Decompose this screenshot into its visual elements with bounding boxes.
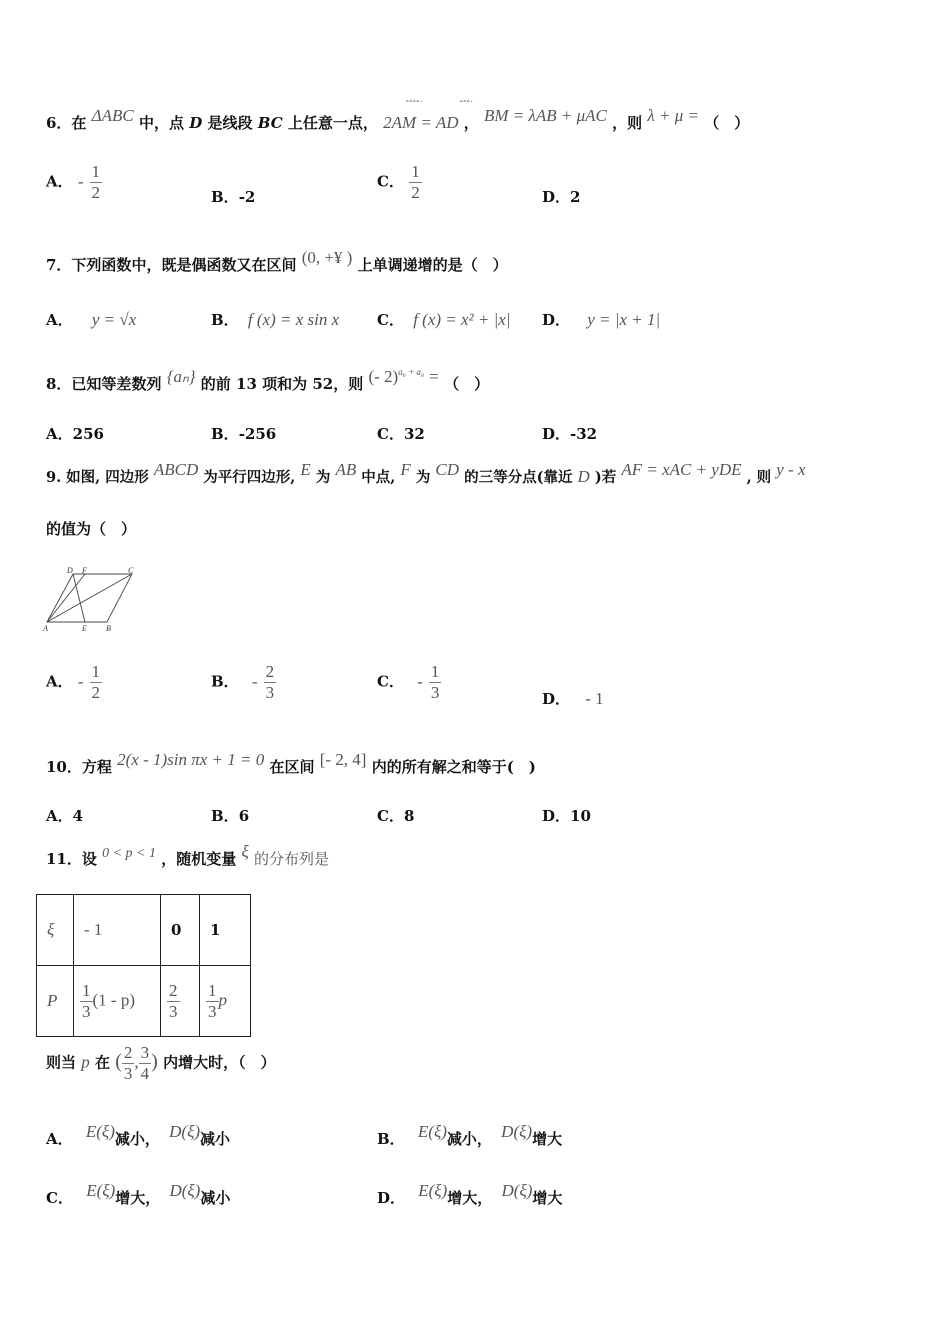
option-value: -2 (238, 188, 256, 206)
q7-number: 7．下列函数中，既是偶函数又在区间 (46, 256, 297, 274)
numerator: 1 (430, 662, 440, 681)
q9-text-5: 的三等分点(靠近 (464, 469, 573, 486)
table-cell (161, 895, 200, 966)
fraction (80, 981, 93, 1022)
q9-y-minus-x: y - x (776, 460, 806, 479)
value-one: 1 (210, 921, 221, 939)
q6-lambda-mu: λ + μ = (647, 106, 699, 125)
q8-base: (- 2) (368, 367, 399, 386)
q9-option-b[interactable] (211, 662, 276, 703)
option-label: A． (46, 425, 73, 443)
numerator: 2 (169, 980, 178, 1000)
q11-p: p (81, 1052, 90, 1072)
denominator: 3 (208, 1001, 217, 1021)
q9-abcd: ABCD (153, 460, 199, 479)
xi-header: ξ (47, 920, 55, 939)
numerator: 1 (91, 162, 101, 181)
q11-number: 11．设 (46, 850, 97, 868)
q9-option-d[interactable] (542, 688, 604, 709)
option-label: B． (211, 311, 239, 329)
q8-number: 8．已知等差数列 (46, 375, 162, 393)
option-value: - 1 (585, 689, 604, 708)
label-b: B (106, 624, 111, 633)
q7-text-1: 上单调递增的是（ ） (357, 256, 508, 274)
option-value: 4 (72, 807, 84, 825)
q6-vector-equation-2: BM = λAB + μAC (484, 106, 607, 125)
q10-number: 10．方程 (46, 758, 112, 776)
expectation: E(ξ) (417, 1122, 447, 1141)
value-minus-one: - 1 (84, 920, 103, 939)
q9-option-a[interactable] (46, 662, 102, 703)
q11-option-d[interactable] (377, 1181, 563, 1208)
option-text: 增大 (532, 1130, 563, 1148)
denominator: 2 (411, 183, 420, 202)
denominator: 3 (430, 683, 440, 702)
fraction (139, 1043, 152, 1084)
q7-option-a[interactable] (46, 309, 136, 330)
option-text: 增大 (532, 1189, 563, 1207)
q11-option-b[interactable] (377, 1122, 563, 1149)
option-label: B． (377, 1130, 405, 1148)
q6-option-c[interactable] (377, 162, 422, 203)
q10-option-b[interactable] (211, 805, 249, 826)
q6-option-b[interactable] (211, 186, 255, 207)
option-label: B． (211, 807, 239, 825)
q6-comma: ， (463, 114, 479, 132)
q6-vector-equation-1: 2AM = AD (383, 113, 459, 132)
table-cell (200, 895, 251, 966)
fraction (429, 662, 442, 703)
table-row (37, 966, 251, 1037)
option-label: D． (542, 425, 571, 443)
q8-text-1: 的前 13 项和为 52，则 (200, 375, 364, 393)
fraction (122, 1043, 135, 1084)
probability-expression: p (218, 990, 227, 1009)
q11-stem-line-2: 则当 p 在 ( $\frac{2}{3}$ , $\frac{3}{4}$ ) 内增大时，（ ） (46, 1043, 276, 1083)
numerator: 1 (208, 980, 217, 1000)
q11-line2-text-b: 在 (94, 1053, 110, 1072)
q9-d: D (577, 467, 590, 486)
option-value: 2 (570, 188, 581, 206)
question-9-stem (46, 460, 806, 487)
numerator: 1 (91, 662, 101, 681)
option-expression: f (x) = x² + |x| (413, 310, 511, 329)
option-label: D． (542, 311, 571, 329)
expectation: E(ξ) (86, 1181, 116, 1200)
q11-line2-text-a: 则当 (46, 1053, 77, 1072)
q9-text-6: )若 (594, 469, 617, 486)
question-7-stem (46, 248, 508, 275)
label-a: A (43, 624, 48, 633)
denominator: 3 (123, 1064, 133, 1083)
q8-option-c[interactable] (377, 423, 425, 444)
q9-e: E (300, 460, 311, 479)
option-value: -256 (238, 425, 277, 443)
variance: D(ξ) (501, 1181, 533, 1200)
option-label: A． (46, 672, 73, 691)
vector-arrow-icon: ˆˆˆ˙ (459, 101, 473, 111)
numerator: 3 (140, 1043, 150, 1062)
q9-text-3: 中点, (361, 469, 396, 486)
q10-equation: 2(x - 1)sin πx + 1 = 0 (117, 750, 265, 769)
q10-text-2: 内的所有解之和等于( ) (371, 758, 536, 776)
q8-option-b[interactable] (211, 423, 276, 444)
fraction (409, 162, 422, 203)
option-label: C． (377, 672, 404, 691)
option-expression: y = |x + 1| (587, 310, 661, 329)
vector-arrow-icon: ˆˆˆˆ˙ (405, 101, 423, 111)
q9-text-1: 为平行四边形, (203, 469, 296, 486)
value-zero: 0 (171, 921, 182, 939)
q8-exponent: a₆ + a₈ (398, 367, 425, 377)
q6-option-d[interactable] (542, 186, 580, 207)
option-label: A． (46, 172, 73, 191)
q7-interval: (0, +¥ ) (301, 248, 353, 267)
q9-text-4: 为 (415, 469, 431, 486)
option-label: C． (377, 172, 404, 191)
q6-text-4: ，则 (612, 114, 643, 132)
minus-sign: - (77, 671, 84, 691)
q10-option-c[interactable] (377, 805, 414, 826)
option-label: C． (377, 807, 404, 825)
probability-expression: (1 - p) (92, 990, 135, 1009)
distribution-table (36, 894, 251, 1037)
q10-option-d[interactable] (542, 805, 591, 826)
fraction (264, 662, 277, 703)
numerator: 2 (265, 662, 275, 681)
table-cell (161, 966, 200, 1037)
q11-xi: ξ (241, 842, 249, 861)
q6-point-d: D (189, 114, 203, 132)
variance: D(ξ) (501, 1122, 533, 1141)
numerator: 2 (123, 1043, 133, 1062)
q9-text-2: 为 (315, 469, 331, 486)
variance: D(ξ) (169, 1181, 201, 1200)
expectation: E(ξ) (85, 1122, 115, 1141)
q8-paren: （ ） (444, 375, 490, 393)
q11-line2-text-c: 内增大时，（ ） (163, 1053, 276, 1072)
denominator: 2 (91, 683, 101, 702)
minus-sign: - (77, 171, 84, 191)
question-10-stem (46, 750, 536, 777)
option-label: A． (46, 1130, 73, 1148)
option-label: B． (211, 188, 239, 206)
minus-sign: - (417, 671, 423, 691)
option-label: C． (377, 311, 404, 329)
q11-text-1: ，随机变量 (161, 850, 237, 868)
option-label: D． (542, 807, 571, 825)
q6-triangle: ΔABC (91, 106, 134, 125)
table-cell (74, 895, 161, 966)
option-value: 6 (238, 807, 250, 825)
option-text: 减小， (446, 1130, 492, 1148)
denominator: 3 (265, 683, 275, 702)
option-label: A． (46, 311, 73, 329)
option-expression: y = √x (91, 310, 137, 329)
minus-sign: - (251, 671, 258, 691)
q6-text-1: 中，点 (139, 114, 185, 132)
q9-option-c[interactable] (377, 662, 441, 703)
table-cell (37, 895, 74, 966)
option-label: C． (46, 1189, 73, 1207)
q6-paren: （ ） (704, 114, 750, 132)
option-label: B． (211, 425, 239, 443)
q8-sequence: {aₙ} (166, 367, 196, 386)
q7-option-d[interactable] (542, 309, 660, 330)
q10-interval: [- 2, 4] (319, 750, 367, 769)
q6-text-3: 上任意一点， (287, 114, 378, 132)
fraction (167, 981, 180, 1022)
parallelogram-figure (42, 566, 142, 636)
label-c: C (128, 566, 134, 575)
table-cell (74, 966, 161, 1037)
option-label: C． (377, 425, 404, 443)
q11-option-a[interactable] (46, 1122, 231, 1149)
numerator: 1 (82, 980, 91, 1000)
question-8-stem (46, 367, 490, 394)
option-text: 减小 (200, 1189, 231, 1207)
q9-stem-line-2: 的值为（ ） (46, 520, 137, 538)
q10-text-1: 在区间 (269, 758, 315, 776)
option-text: 增大， (447, 1189, 493, 1207)
q10-option-a[interactable] (46, 805, 83, 826)
q7-option-b[interactable] (211, 309, 339, 330)
table-row (37, 895, 251, 966)
q9-cd: CD (435, 460, 460, 479)
q11-option-c[interactable] (46, 1181, 231, 1208)
option-label: D． (542, 690, 571, 708)
table-cell (37, 966, 74, 1037)
fraction (90, 162, 103, 203)
q11-condition: 0 < p < 1 (102, 846, 157, 861)
label-f: F (82, 566, 87, 575)
option-label: D． (377, 1189, 406, 1207)
option-text: 减小 (200, 1130, 231, 1148)
q6-option-a[interactable] (46, 162, 102, 203)
label-e: E (82, 624, 87, 633)
q9-number: 9. 如图, 四边形 (46, 469, 149, 486)
q9-vector-equation: AF = xAC + yDE (621, 460, 742, 479)
question-11-stem (46, 842, 330, 869)
variance: D(ξ) (169, 1122, 201, 1141)
q11-text-2: 的分布列是 (254, 850, 330, 868)
option-value: 10 (570, 807, 591, 825)
option-label: D． (542, 188, 571, 206)
label-d: D (67, 566, 73, 575)
option-label: B． (211, 672, 239, 691)
q9-text-7: , 则 (746, 469, 772, 486)
fraction (206, 981, 219, 1022)
q8-equals: = (429, 367, 439, 386)
table-cell (200, 966, 251, 1037)
q7-option-c[interactable] (377, 309, 511, 330)
denominator: 3 (82, 1001, 91, 1021)
denominator: 3 (169, 1001, 178, 1021)
option-expression: f (x) = x sin x (247, 310, 340, 329)
numerator: 1 (411, 162, 420, 181)
option-value: 8 (403, 807, 415, 825)
option-text: 减小， (114, 1130, 160, 1148)
p-header: P (47, 991, 58, 1010)
option-value: -32 (570, 425, 598, 443)
expectation: E(ξ) (418, 1181, 448, 1200)
q9-f: F (400, 460, 411, 479)
q8-option-a[interactable] (46, 423, 104, 444)
option-value: 32 (403, 425, 425, 443)
q9-ab: AB (335, 460, 357, 479)
fraction (90, 662, 103, 703)
q8-option-d[interactable] (542, 423, 597, 444)
option-text: 增大， (115, 1189, 161, 1207)
q6-segment-bc: BC (257, 114, 283, 132)
denominator: 2 (91, 183, 101, 202)
q6-text-2: 是线段 (207, 114, 253, 132)
denominator: 4 (140, 1064, 150, 1083)
option-value: 256 (72, 425, 104, 443)
option-label: A． (46, 807, 73, 825)
q6-number: 6．在 (46, 114, 87, 132)
